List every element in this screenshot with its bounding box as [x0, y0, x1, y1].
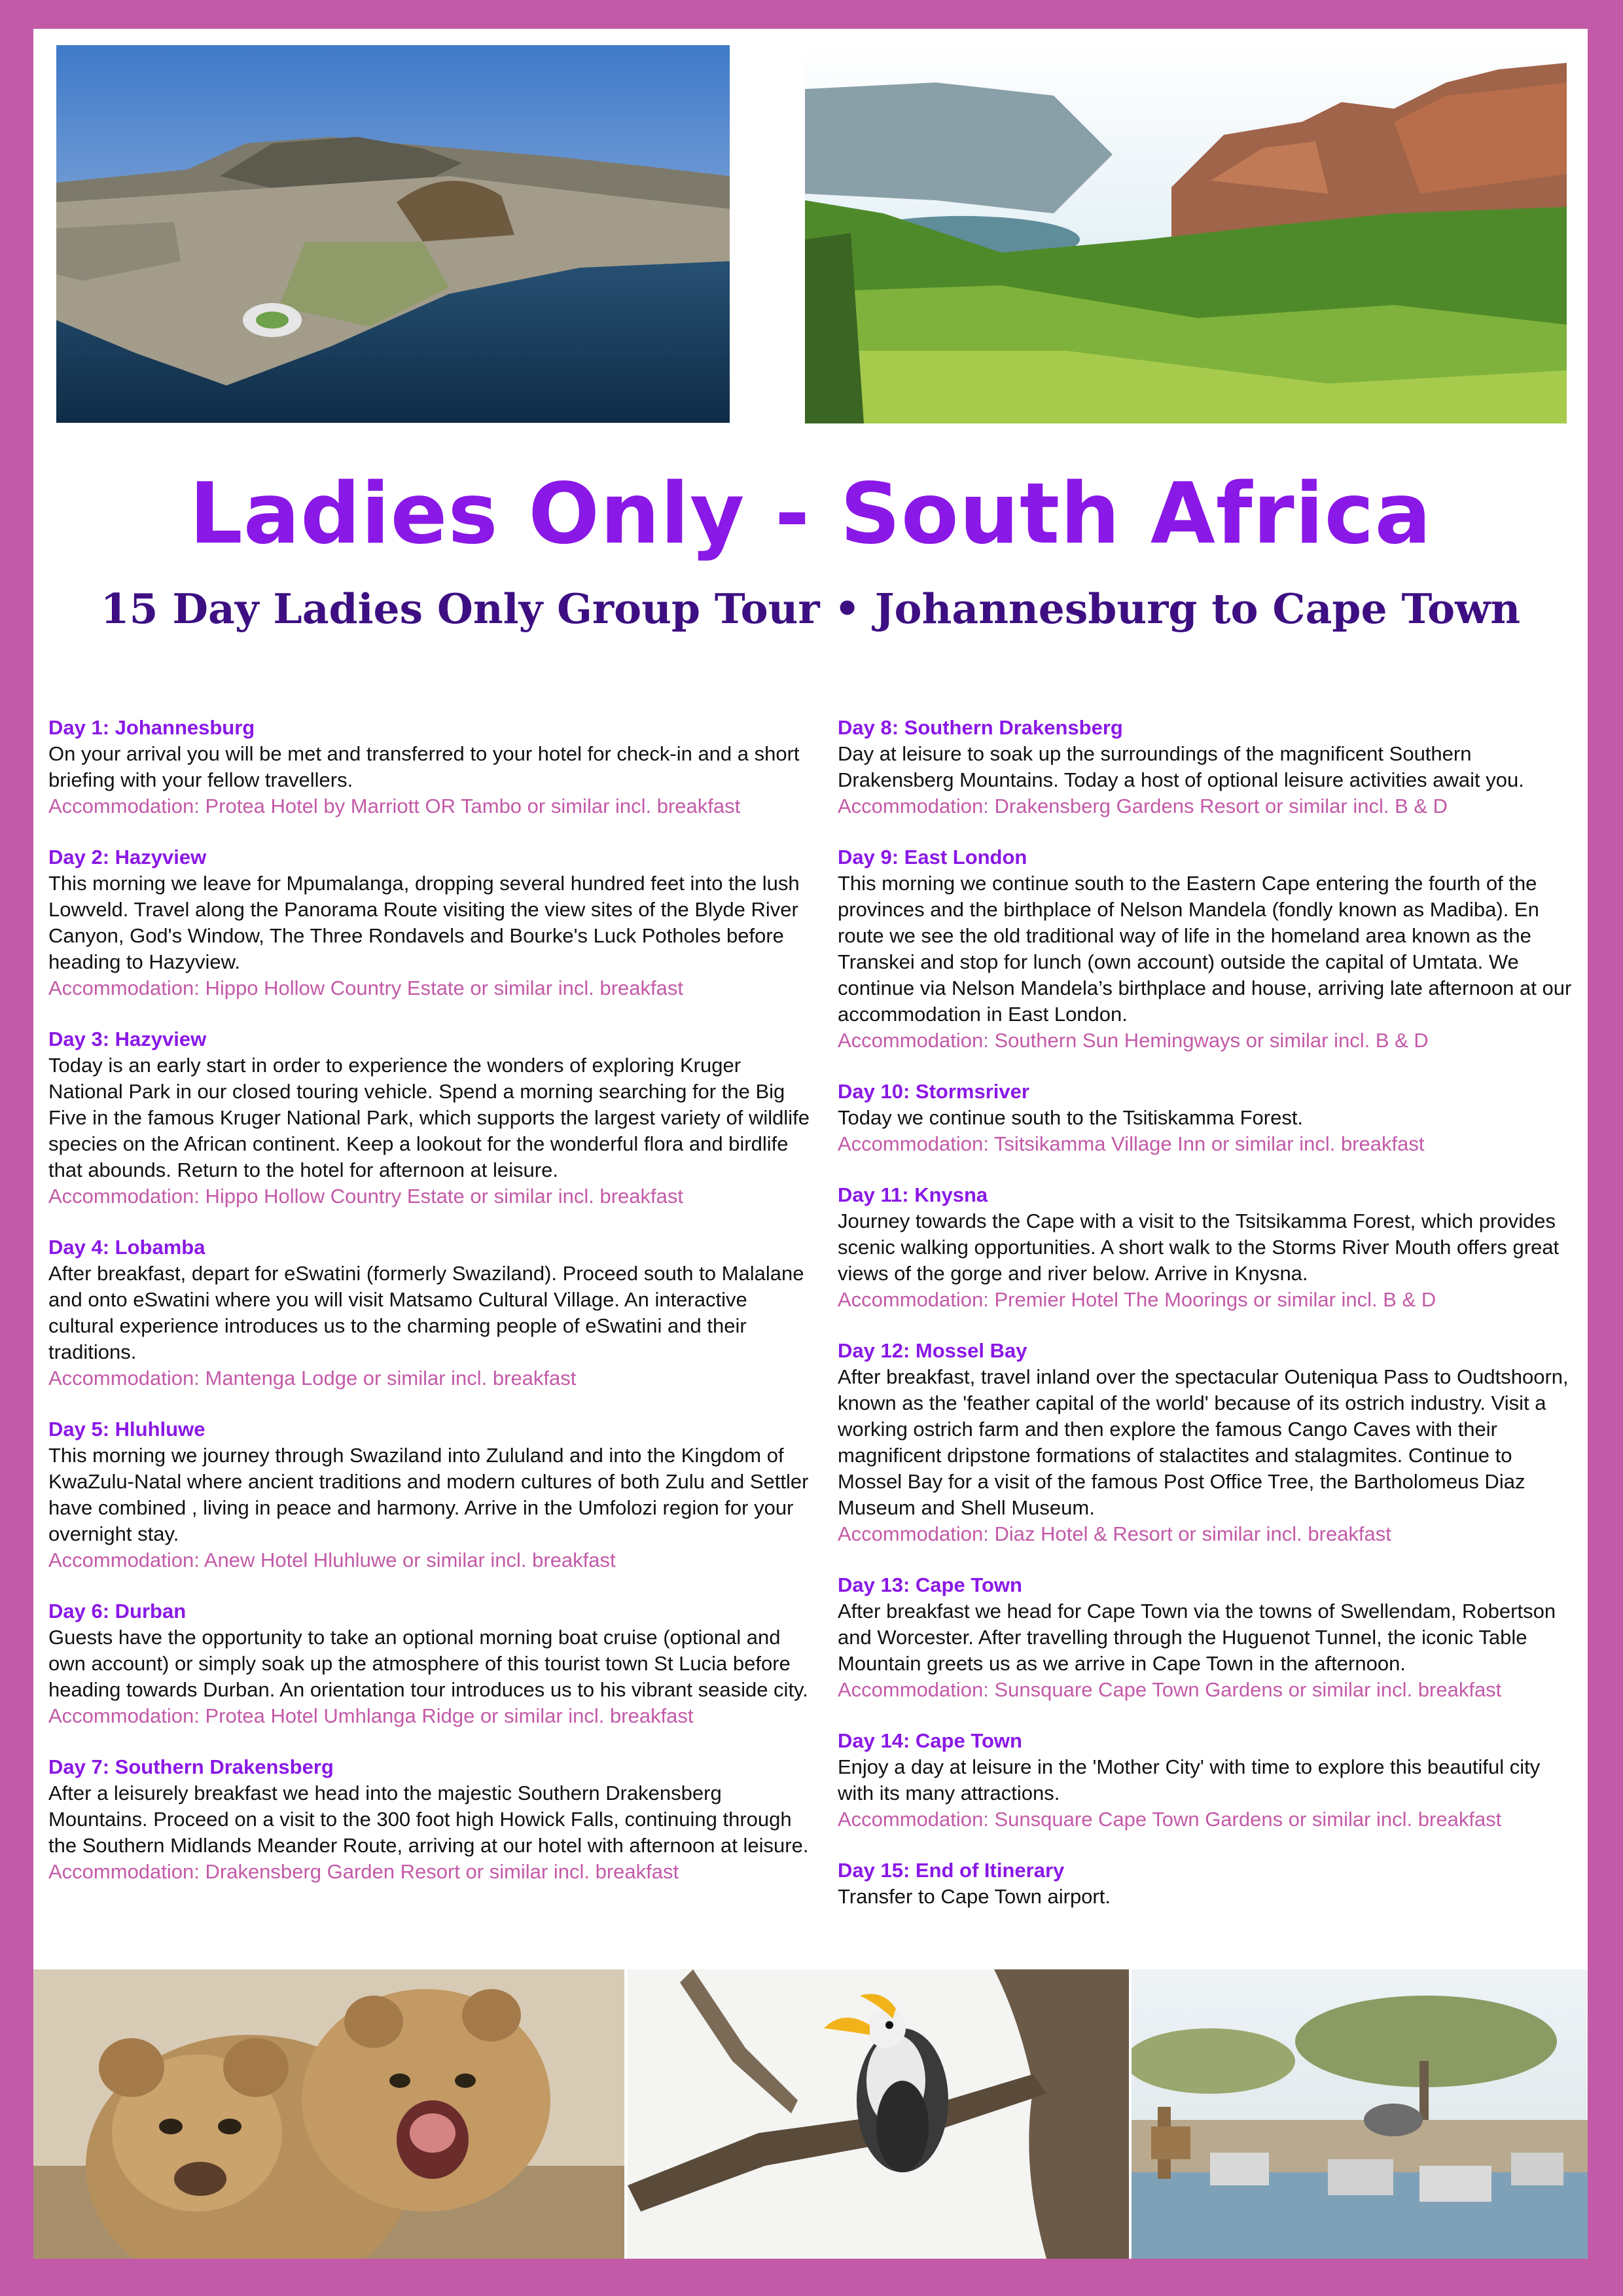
day-description: On your arrival you will be met and transferred to your hotel for check-in and a short briefing with your fellow travellers.	[48, 742, 800, 791]
day-accommodation: Accommodation: Sunsquare Cape Town Gardens or similar incl. breakfast	[838, 1808, 1502, 1831]
day-title: Day 14: Cape Town	[838, 1729, 1022, 1752]
itinerary-day	[48, 844, 817, 1001]
day-description: Enjoy a day at leisure in the 'Mother City' with time to explore this beautiful city with its many attractions.	[838, 1755, 1541, 1804]
blyde-river-canyon-photo	[805, 43, 1567, 423]
itinerary-day	[48, 1754, 817, 1885]
zebras-waterhole-photo	[1132, 1969, 1588, 2259]
page-subtitle: 15 Day Ladies Only Group Tour • Johannesburg to Cape Town	[100, 584, 1521, 633]
itinerary-day	[48, 1416, 817, 1573]
itinerary-right-column	[838, 715, 1577, 1935]
day-description: Journey towards the Cape with a visit to the Tsitsikamma Forest, which provides scenic walking opportunities. A short walk to the Storms River Mouth offers great views of the gorge and river below. Arrive in Knysna.	[838, 1210, 1560, 1285]
day-accommodation: Accommodation: Drakensberg Garden Resort or similar incl. breakfast	[48, 1860, 679, 1883]
day-description: Transfer to Cape Town airport.	[838, 1885, 1111, 1908]
day-title: Day 2: Hazyview	[48, 846, 207, 869]
day-description: After breakfast we head for Cape Town via the towns of Swellendam, Robertson and Worcester. After travelling through the Huguenot Tunnel, the iconic Table Mountain greets us as we arrive in Cape Town in the afternoon.	[838, 1600, 1556, 1675]
day-description: Today we continue south to the Tsitiskamma Forest.	[838, 1106, 1304, 1129]
day-description: This morning we journey through Swaziland into Zululand and into the Kingdom of KwaZulu-Natal where ancient traditions and modern cultures of both Zulu and Settler have combined , living in peace and harmony. Arrive in the Umfolozi region for your overnight stay.	[48, 1444, 809, 1545]
day-title: Day 8: Southern Drakensberg	[838, 716, 1123, 739]
day-title: Day 1: Johannesburg	[48, 716, 255, 739]
hornbill-birds-photo	[628, 1969, 1129, 2259]
day-accommodation: Accommodation: Anew Hotel Hluhluwe or similar incl. breakfast	[48, 1549, 616, 1571]
day-title: Day 15: End of Itinerary	[838, 1859, 1065, 1882]
day-title: Day 5: Hluhluwe	[48, 1418, 205, 1441]
day-accommodation: Accommodation: Southern Sun Hemingways or similar incl. B & D	[838, 1029, 1429, 1052]
day-accommodation: Accommodation: Tsitsikamma Village Inn or similar incl. breakfast	[838, 1132, 1425, 1155]
aerial-cape-town-photo	[56, 45, 730, 423]
day-title: Day 13: Cape Town	[838, 1573, 1022, 1596]
itinerary-day	[48, 1234, 817, 1391]
itinerary-day	[838, 715, 1577, 819]
day-accommodation: Accommodation: Premier Hotel The Moorings or similar incl. B & D	[838, 1288, 1436, 1311]
day-accommodation: Accommodation: Diaz Hotel & Resort or similar incl. breakfast	[838, 1522, 1391, 1545]
day-accommodation: Accommodation: Protea Hotel Umhlanga Ridge or similar incl. breakfast	[48, 1704, 694, 1727]
day-title: Day 7: Southern Drakensberg	[48, 1755, 334, 1778]
day-description: After breakfast, depart for eSwatini (formerly Swaziland). Proceed south to Malalane and onto eSwatini where you will visit Matsamo Cultural Village. An interactive cultural experience introduces us to the charming people of eSwatini and their traditions.	[48, 1262, 804, 1363]
day-accommodation: Accommodation: Mantenga Lodge or similar incl. breakfast	[48, 1367, 577, 1390]
day-title: Day 10: Stormsriver	[838, 1080, 1029, 1103]
day-description: After a leisurely breakfast we head into the majestic Southern Drakensberg Mountains. Proceed on a visit to the 300 foot high Howick Falls, continuing through the Southern Midlands Meander Route, arriving at our hotel with afternoon at leisure.	[48, 1782, 809, 1857]
day-description: After breakfast, travel inland over the spectacular Outeniqua Pass to Oudtshoorn, known as the 'feather capital of the world' because of its ostrich industry. Visit a working ostrich farm and then explore the famous Cango Caves with their magnificent dripstone formations of stalactites and stalagmites. Continue to Mossel Bay for a visit of the famous Post Office Tree, the Bartholomeus Diaz Museum and Shell Museum.	[838, 1365, 1569, 1519]
itinerary-day	[48, 1598, 817, 1729]
itinerary-day	[838, 1338, 1577, 1547]
day-description: This morning we continue south to the Eastern Cape entering the fourth of the provinces and the birthplace of Nelson Mandela (fondly known as Madiba). En route we see the old traditional way of life in the homeland area known as the Transkei and stop for lunch (own account) outside the capital of Umtata. We continue via Nelson Mandela’s birthplace and house, arriving late afternoon at our accommodation in East London.	[838, 872, 1572, 1026]
itinerary-day	[838, 1182, 1577, 1313]
itinerary-day	[48, 715, 817, 819]
day-title: Day 4: Lobamba	[48, 1236, 205, 1259]
day-description: This morning we leave for Mpumalanga, dropping several hundred feet into the lush Lowveld. Travel along the Panorama Route visiting the view sites of the Blyde River Canyon, God's Window, The Three Rondavels and Bourke's Luck Potholes before heading to Hazyview.	[48, 872, 800, 973]
day-title: Day 6: Durban	[48, 1600, 187, 1623]
itinerary-day	[838, 844, 1577, 1054]
itinerary-day	[838, 1728, 1577, 1833]
day-accommodation: Accommodation: Hippo Hollow Country Estate or similar incl. breakfast	[48, 1185, 683, 1208]
brochure-page	[33, 29, 1588, 2259]
itinerary-day	[838, 1572, 1577, 1703]
itinerary-day	[838, 1857, 1577, 1910]
page-title: Ladies Only - South Africa	[189, 465, 1432, 563]
day-title: Day 11: Knysna	[838, 1183, 988, 1206]
day-accommodation: Accommodation: Hippo Hollow Country Estate or similar incl. breakfast	[48, 977, 683, 999]
day-accommodation: Accommodation: Sunsquare Cape Town Gardens or similar incl. breakfast	[838, 1678, 1502, 1701]
day-title: Day 12: Mossel Bay	[838, 1339, 1027, 1362]
day-accommodation: Accommodation: Protea Hotel by Marriott OR Tambo or similar incl. breakfast	[48, 795, 741, 817]
day-description: Today is an early start in order to experience the wonders of exploring Kruger National Park in our closed touring vehicle. Spend a morning searching for the Big Five in the famous Kruger National Park, which supports the largest variety of wildlife species on the African continent. Keep a lookout for the wonderful flora and birdlife that abounds. Return to the hotel for afternoon at leisure.	[48, 1054, 810, 1181]
itinerary-left-column	[48, 715, 817, 1910]
day-title: Day 3: Hazyview	[48, 1028, 207, 1050]
lion-cubs-photo	[33, 1969, 624, 2259]
itinerary-day	[48, 1026, 817, 1210]
day-accommodation: Accommodation: Drakensberg Gardens Resort or similar incl. B & D	[838, 795, 1448, 817]
day-description: Day at leisure to soak up the surroundings of the magnificent Southern Drakensberg Mountains. Today a host of optional leisure activities await you.	[838, 742, 1524, 791]
day-title: Day 9: East London	[838, 846, 1027, 869]
day-description: Guests have the opportunity to take an optional morning boat cruise (optional and own account) or simply soak up the atmosphere of this tourist town St Lucia before heading towards Durban. An orientation tour introduces us to his vibrant seaside city.	[48, 1626, 808, 1701]
itinerary-day	[838, 1079, 1577, 1157]
